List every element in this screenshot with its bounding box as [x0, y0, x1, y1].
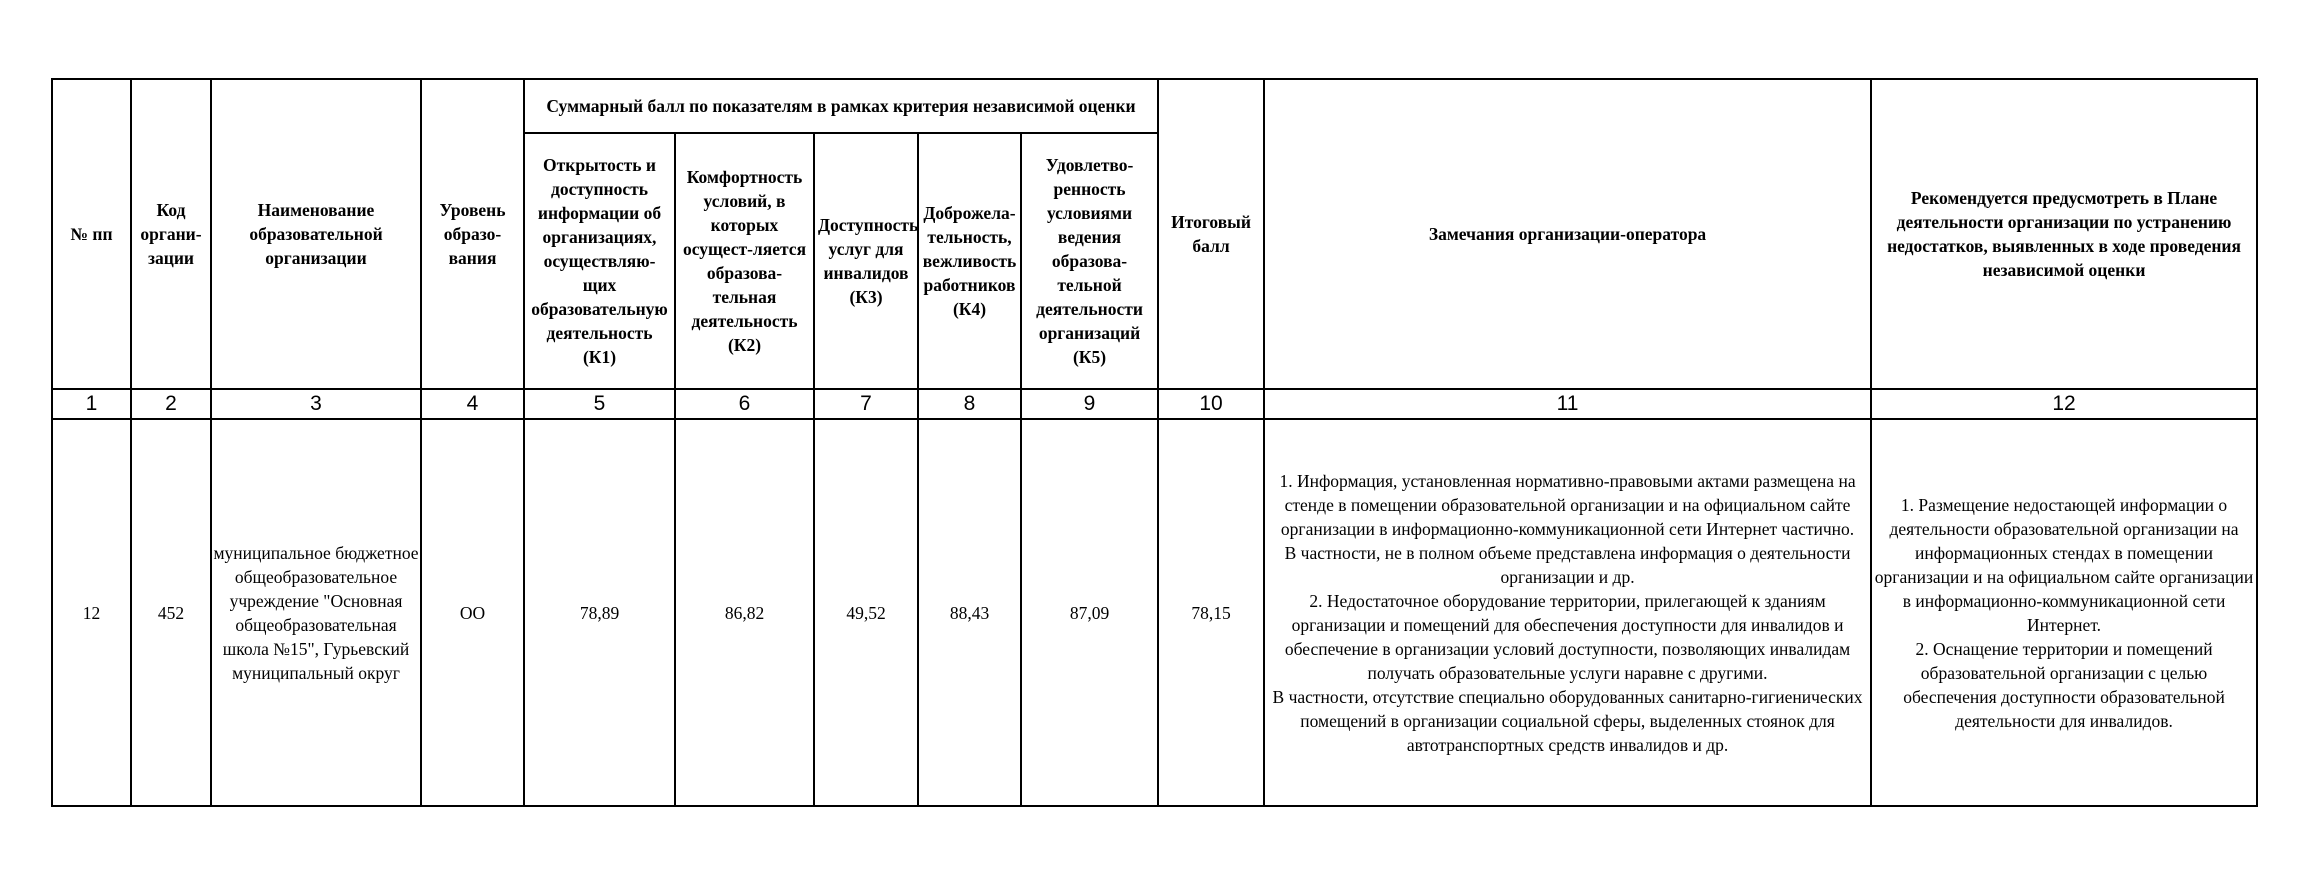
assessment-table	[51, 78, 2258, 807]
header-k4: Доброжела-тельность, вежливость работников (К4)	[918, 133, 1021, 389]
row-k2: 86,82	[675, 419, 814, 806]
row-code: 452	[131, 419, 211, 806]
column-number: 11	[1264, 389, 1871, 419]
header-remarks: Замечания организации-оператора	[1264, 79, 1871, 389]
header-k3: Доступность услуг для инвалидов (К3)	[814, 133, 918, 389]
row-total: 78,15	[1158, 419, 1264, 806]
column-number: 8	[918, 389, 1021, 419]
row-k1: 78,89	[524, 419, 675, 806]
header-level: Уровень образо-вания	[421, 79, 524, 389]
row-k3: 49,52	[814, 419, 918, 806]
column-number: 3	[211, 389, 421, 419]
column-number: 10	[1158, 389, 1264, 419]
header-k1: Открытость и доступность информации об организациях, осуществляю-щих образовательную деятельность (К1)	[524, 133, 675, 389]
column-number: 9	[1021, 389, 1158, 419]
column-number: 7	[814, 389, 918, 419]
column-numbers-row	[52, 389, 2257, 419]
row-org-name: муниципальное бюджетное общеобразовательное учреждение "Основная общеобразовательная школа №15", Гурьевский муниципальный округ	[211, 419, 421, 806]
header-num: № пп	[52, 79, 131, 389]
header-k2: Комфортность условий, в которых осущест-ляется образова-тельная деятельность (К2)	[675, 133, 814, 389]
header-score-group: Суммарный балл по показателям в рамках критерия независимой оценки	[524, 79, 1158, 133]
header-code: Код органи-зации	[131, 79, 211, 389]
row-k5: 87,09	[1021, 419, 1158, 806]
header-k5: Удовлетво-ренность условиями ведения образова-тельной деятельности организаций (К5)	[1021, 133, 1158, 389]
header-total: Итоговый балл	[1158, 79, 1264, 389]
column-number: 4	[421, 389, 524, 419]
row-remarks: 1. Информация, установленная нормативно-правовыми актами размещена на стенде в помещении образовательной организации и на официальном сайте организации в информационно-коммуникационной сети Интернет частично. В частности, не в полном объеме представлена информация о деятельности организации и др. 2. Недостаточное оборудование территории, прилегающей к зданиям организации и помещений для обеспечения доступности для инвалидов и обеспечение в организации условий доступности, позволяющих инвалидам получать образовательные услуги наравне с другими. В частности, отсутствие специально оборудованных санитарно-гигиенических помещений в организации социальной сферы, выделенных стоянок для автотранспортных средств инвалидов и др.	[1264, 419, 1871, 806]
table-row	[52, 419, 2257, 806]
column-number: 1	[52, 389, 131, 419]
column-number: 12	[1871, 389, 2257, 419]
header-org-name: Наименование образовательной организации	[211, 79, 421, 389]
header-recommendations: Рекомендуется предусмотреть в Плане деятельности организации по устранению недостатков, выявленных в ходе проведения независимой оценки	[1871, 79, 2257, 389]
column-number: 5	[524, 389, 675, 419]
row-level: ОО	[421, 419, 524, 806]
row-num: 12	[52, 419, 131, 806]
row-recommendations: 1. Размещение недостающей информации о деятельности образовательной организации на информационных стендах в помещении организации и на официальном сайте организации в информационно-коммуникационной сети Интернет. 2. Оснащение территории и помещений образовательной организации с целью обеспечения доступности образовательной деятельности для инвалидов.	[1871, 419, 2257, 806]
column-number: 2	[131, 389, 211, 419]
column-number: 6	[675, 389, 814, 419]
row-k4: 88,43	[918, 419, 1021, 806]
